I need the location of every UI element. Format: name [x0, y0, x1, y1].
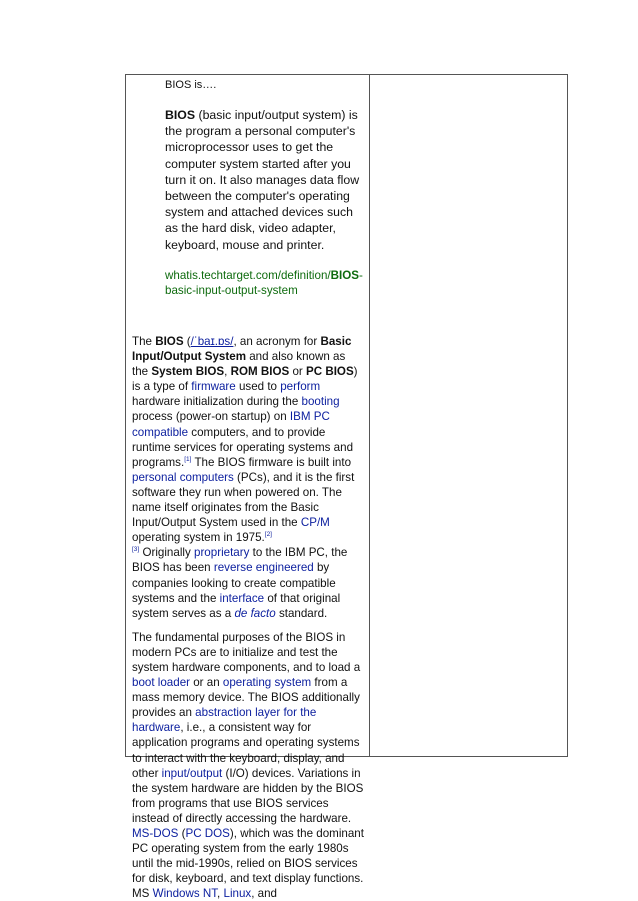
bold-term: Basic Input/Output System [132, 335, 352, 364]
right-cell-empty [372, 75, 567, 756]
link-personal-computers[interactable]: personal computers [132, 470, 234, 484]
paragraph-bios-overview [132, 334, 364, 621]
source-link-part[interactable]: whatis.techtarget.com/definition/ [165, 268, 331, 282]
citation-link[interactable]: [2] [264, 531, 272, 539]
pronunciation-link[interactable]: /ˈbaɪ.ɒs/ [190, 335, 234, 349]
quote-text: (basic input/output system) is the program a personal computer's microprocessor uses to get the computer system started after you turn it on. It also manages data flow between the computer's operating system and attached devices such as the hard disk, video adapter, keyboard, mouse and printer. [165, 108, 360, 252]
text: , i.e., a consistent way for application programs and operating systems to interact with the keyboard, display, and other [132, 721, 360, 780]
bold-term: System BIOS [151, 365, 225, 379]
link-perform[interactable]: perform [280, 380, 321, 394]
text: hardware initialization during the [132, 395, 302, 409]
text: (PCs), and it is the first software they run when powered on. The name itself originates from the Basic Input/Output System used in the [132, 470, 355, 530]
text: used to [235, 380, 281, 394]
link-interface[interactable]: interface [219, 591, 265, 605]
link-linux[interactable]: Linux [223, 887, 252, 901]
text: (I/O) devices. Variations in the system hardware are hidden by the BIOS from programs that use BIOS services instead of directly accessing the hardware. [132, 766, 364, 825]
text: and also known as the [132, 350, 346, 379]
text: The BIOS firmware is built into [191, 455, 352, 469]
column-divider [369, 75, 370, 756]
text: Originally [139, 546, 194, 560]
citation-link[interactable]: [3] [132, 546, 140, 554]
text: The [132, 335, 156, 349]
link-boot-loader[interactable]: boot loader [132, 676, 191, 690]
text: The fundamental purposes of the BIOS in modern PCs are to initialize and test the system hardware components, and to load a [132, 630, 361, 674]
intro-text: BIOS is…. [165, 79, 217, 91]
link-input-output[interactable]: input/output [161, 766, 223, 780]
link-cpm[interactable]: CP/M [300, 516, 330, 530]
text: , an acronym for [233, 335, 321, 349]
paragraph-bios-purposes [132, 630, 364, 901]
link-ms-dos[interactable]: MS-DOS [132, 827, 179, 841]
text: ( [183, 335, 191, 349]
left-cell [132, 77, 364, 901]
link-proprietary[interactable]: proprietary [194, 546, 250, 560]
text: from a mass memory device. The BIOS additionally provides an [132, 676, 360, 720]
text: of that original system serves as a [132, 591, 341, 620]
text: or [289, 365, 306, 379]
link-pc-dos[interactable]: PC DOS [185, 827, 230, 841]
text: operating system in 1975. [132, 531, 265, 545]
text: ) is a type of [132, 365, 358, 394]
source-link-bold[interactable]: BIOS [330, 268, 359, 282]
text: , [224, 365, 231, 379]
document-table [125, 74, 568, 901]
text: to the IBM PC, the BIOS has been [132, 546, 348, 575]
text: process (power-on startup) on [132, 410, 290, 424]
text: , [217, 887, 224, 901]
quote-term: BIOS [165, 108, 196, 122]
link-windows-nt[interactable]: Windows NT [152, 887, 218, 901]
text: standard. [275, 606, 328, 620]
text: , and [251, 887, 278, 901]
text: by companies looking to create compatible systems and the [132, 561, 336, 605]
link-abstraction-layer[interactable]: abstraction layer for the hardware [132, 706, 317, 735]
link-reverse-engineered[interactable]: reverse engineered [213, 561, 314, 575]
text: ( [178, 827, 186, 841]
text: or an [190, 676, 223, 690]
source-link-part[interactable]: -basic-input-output-system [165, 268, 363, 298]
citation-link[interactable]: [1] [184, 455, 192, 463]
link-operating-system[interactable]: operating system [222, 676, 312, 690]
link-de-facto[interactable]: de facto [234, 606, 276, 620]
quote-paragraph [165, 107, 364, 253]
link-booting[interactable]: booting [301, 395, 340, 409]
text: ), which was the dominant PC operating system from the early 1980s until the mid-1990s, relied on BIOS services for disk, keyboard, and text display functions. MS [132, 827, 364, 901]
text: computers, and to provide runtime services for operating systems and programs. [132, 425, 354, 469]
bold-term: ROM BIOS [230, 365, 290, 379]
bold-term: BIOS [155, 335, 184, 349]
source-link[interactable] [165, 268, 364, 299]
link-firmware[interactable]: firmware [191, 380, 236, 394]
link-ibm-pc-compatible[interactable]: IBM PC compatible [132, 410, 330, 439]
bold-term: PC BIOS [306, 365, 354, 379]
